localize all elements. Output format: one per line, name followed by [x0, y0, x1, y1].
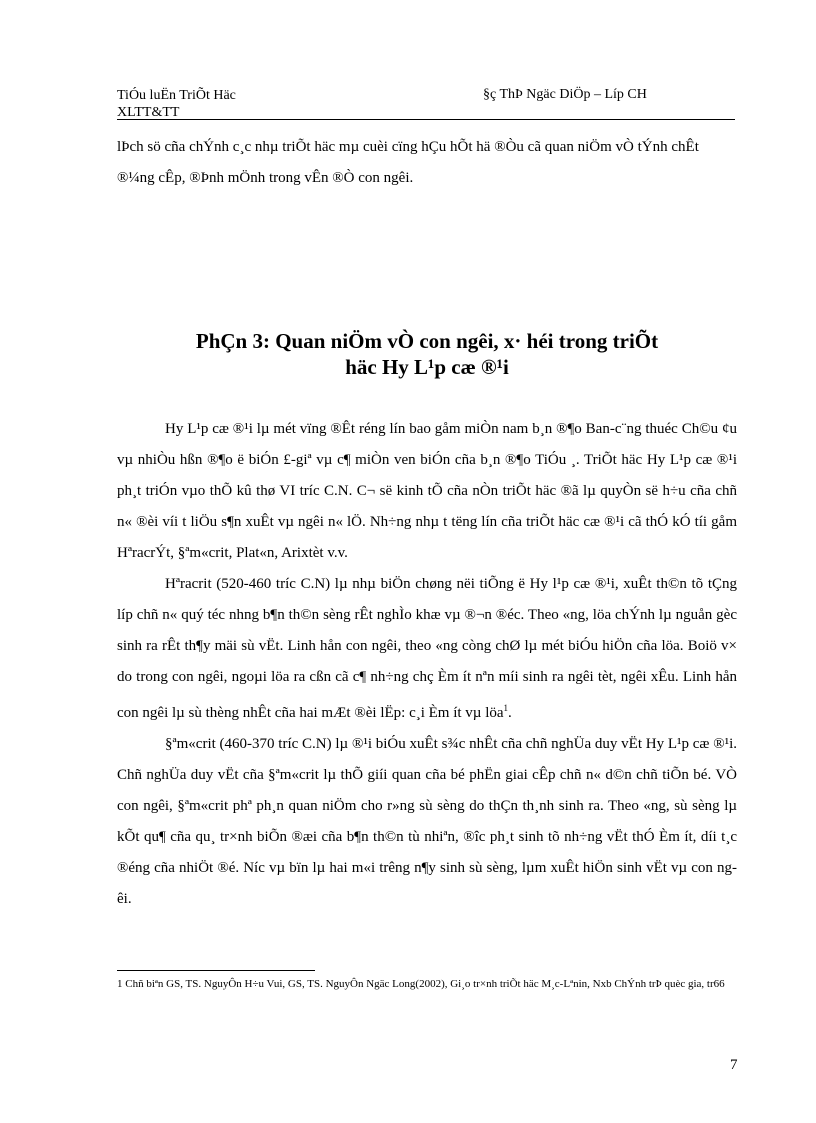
paragraph-greece-overview: Hy L¹p cæ ®¹i lµ mét vïng ®Êt réng lín bao gåm miÒn nam b¸n ®¶o Ban-c¨ng thuéc Ch©u ¢u vµ nhiÒu hßn ®¶o ë biÓn £-giª vµ c¶ miÒn ven biÓn cña b¸n ®¶o TiÓu ¸. TriÕt häc Hy L¹p cæ ®¹i ph¸t triÓn vµo thÕ kû thø VI tríc C.N. C¬ së kinh tÕ cña nÒn triÕt häc ®ã lµ quyÒn së h÷u cña chñ n« ®èi víi t liÖu s¶n xuÊt vµ ngêi n« lÖ. Nh÷ng nhµ t tëng lín cña triÕt häc cæ ®¹i cã thÓ kÓ tíi gåm HªracrÝt, §ªm«crit, Plat«n, Arixtèt v.v.: [117, 421, 737, 561]
paragraph-heraclitus-text: Hªracrit (520-460 tríc C.N) lµ nhµ biÖn chøng nëi tiÕng ë Hy l¹p cæ ®¹i, xuÊt th©n tõ tÇng líp chñ n« quý téc nhng b¶n th©n sèng rÊt nghÌo khæ vµ ®¬n ®éc. Theo «ng, löa chÝnh lµ nguån gèc sinh ra rÊt th¶y mäi sù vËt. Linh hån con ngêi, theo «ng còng chØ lµ mét biÓu hiÖn cña löa. Boiö v× do trong con ngêi, ngoµi löa ra cßn cã c¶ nh÷ng chç Èm ít nªn míi sinh ra ngêi tèt, ngêi xÊu. Linh hån con ngêi lµ sù thèng nhÊt cña hai mÆt ®èi lËp: c¸i Èm ít vµ löa: [117, 576, 737, 721]
header-course-code: XLTT&TT: [117, 105, 180, 120]
paragraph-democritus: §ªm«crit (460-370 tríc C.N) lµ ®¹i biÓu xuÊt s¾c nhÊt cña chñ nghÜa duy vËt Hy L¹p cæ ®¹i. Chñ nghÜa duy vËt cña §ªm«crit lµ thÕ giíi quan cña bé phËn giai cÊp chñ n« d©n chñ tiÕn bé. VÒ con ngêi, §ªm«crit phª ph¸n quan niÖm cho r»ng sù sèng do thÇn th¸nh sinh ra. Theo «ng, sù sèng lµ kÕt qu¶ cña qu¸ tr×nh biÕn ®æi cña b¶n th©n tù nhiªn, ®îc ph¸t sinh tõ nh÷ng vËt thÓ Èm ít, díi t¸c ®éng cña nhiÖt ®é. Níc vµ bïn lµ hai m«i trêng n¶y sinh sù sèng, lµm xuÊt hiÖn sinh vËt vµ con ngêi.: [117, 736, 737, 907]
header-left: [117, 87, 236, 121]
section-heading-line-2: häc Hy L¹p cæ ®¹i: [345, 355, 509, 379]
footnote: 1 Chñ biªn GS, TS. NguyÔn H÷u Vui, GS, TS. NguyÔn Ngäc Long(2002), Gi¸o tr×nh triÕt häc M¸c-Lªnin, Nxb ChÝnh trÞ quèc gia, tr66: [117, 978, 725, 990]
header-document-title: TiÓu luËn TriÕt Häc: [117, 88, 236, 103]
page-number: 7: [730, 1057, 738, 1073]
body-text: [117, 414, 737, 915]
footnote-marker: 1: [503, 703, 509, 713]
footnote-divider: [117, 970, 315, 971]
header-divider: [117, 119, 735, 120]
intro-paragraph: lÞch sö cña chÝnh c¸c nhµ triÕt häc mµ cuèi cïng hÇu hÕt hä ®Òu cã quan niÖm vÒ tÝnh chÊt ®¼ng cÊp, ®Þnh mÖnh trong vÊn ®Ò con ngêi.: [117, 139, 699, 186]
paragraph-heraclitus: Hªracrit (520-460 tríc C.N) lµ nhµ biÖn chøng nëi tiÕng ë Hy l¹p cæ ®¹i, xuÊt th©n tõ tÇng líp chñ n« quý téc nhng b¶n th©n sèng rÊt nghÌo khæ vµ ®¬n ®éc. Theo «ng, löa chÝnh lµ nguån gèc sinh ra rÊt th¶y mäi sù vËt. Linh hån con ngêi, theo «ng còng chØ lµ mét biÓu hiÖn cña löa. Boiö v× do trong con ngêi, ngoµi löa ra cßn cã c¶ nh÷ng chç Èm ít nªn míi sinh ra ngêi tèt, ngêi xÊu. Linh hån con ngêi lµ sù thèng nhÊt cña hai mÆt ®èi lËp: c¸i Èm ít vµ löa$^1$.: [117, 576, 737, 721]
section-heading: [117, 328, 737, 380]
section-heading-line-1: PhÇn 3: Quan niÖm vÒ con ngêi, x· héi trong triÕt: [195, 329, 659, 353]
header-author: §ç ThÞ Ngäc DiÖp – Líp CH: [483, 87, 647, 102]
